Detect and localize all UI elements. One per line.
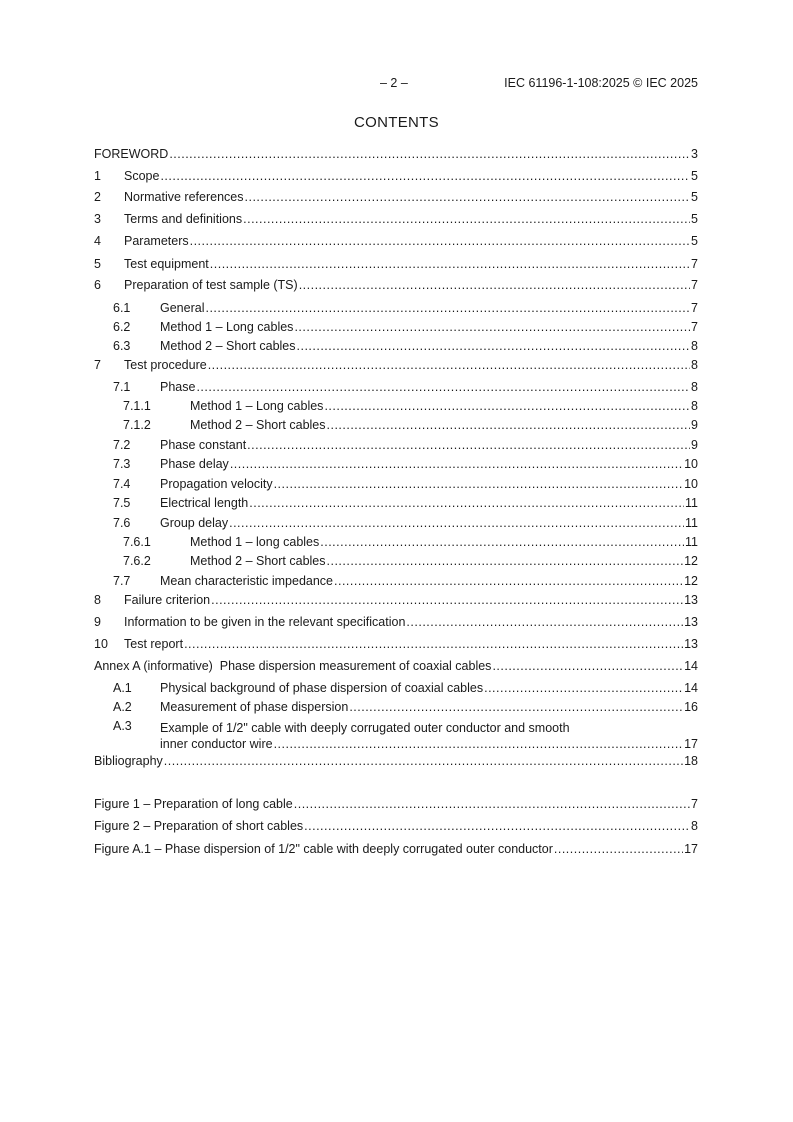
leader-dots [243,211,690,227]
toc-entry-number: 7.2 [113,438,131,452]
toc-entry-page: 18 [684,754,698,768]
leader-dots [190,233,690,249]
toc-entry-page: 5 [691,212,698,226]
toc-entry-number: 7.6.1 [123,535,151,549]
toc-entry-title: Method 1 – Long cables [160,320,294,334]
toc-entry-title: Electrical length [160,496,249,510]
toc-entry-bibliography[interactable] [94,753,698,769]
toc-entry-page: 7 [691,320,698,334]
leader-dots [184,636,683,652]
toc-entry-7-1[interactable] [94,379,698,395]
toc-entry-page: 9 [691,418,698,432]
toc-entry-title: Phase delay [160,457,229,471]
toc-entry-6-1[interactable] [94,300,698,316]
toc-entry-title: Phase constant [160,438,247,452]
toc-entry-page: 8 [691,358,698,372]
toc-entry-6-2[interactable] [94,319,698,335]
page-header [94,76,698,92]
toc-entry-8[interactable] [94,592,698,608]
toc-entry-number: 7.1.1 [123,399,151,413]
toc-entry-7-6[interactable] [94,515,698,531]
toc-entry-page: 5 [691,234,698,248]
toc-entry-7-4[interactable] [94,476,698,492]
contents-title: CONTENTS [354,114,439,131]
toc-entry-7-1-2[interactable] [94,417,698,433]
toc-entry-title-line2-row [160,736,698,752]
toc-entry-page: 10 [684,457,698,471]
toc-entry-title: Method 2 – Short cables [160,339,296,353]
toc-entry-7-6-2[interactable] [94,553,698,569]
toc-entry-7-1-1[interactable] [94,398,698,414]
toc-entry-number: A.1 [113,681,132,695]
toc-entry-7-3[interactable] [94,456,698,472]
toc-entry-title: Annex A (informative) Phase dispersion measurement of coaxial cables [94,659,492,673]
toc-entry-title: Mean characteristic impedance [160,574,333,588]
toc-entry-7-6-1[interactable] [94,534,698,550]
leader-dots [406,614,683,630]
leader-dots [304,818,690,834]
leader-dots [245,189,691,205]
toc-entry-title: Information to be given in the relevant specification [124,615,406,629]
toc-entry-title: Physical background of phase dispersion of coaxial cables [160,681,484,695]
leader-dots [299,277,690,293]
toc-entry-page: 7 [691,257,698,271]
toc-entry-number: 8 [94,593,101,607]
toc-entry-title: Method 2 – Short cables [190,554,326,568]
toc-entry-title: General [160,301,205,315]
toc-entry-number: 7.5 [113,496,131,510]
toc-entry-number: 1 [94,169,101,183]
toc-entry-page: 10 [684,477,698,491]
toc-entry-1[interactable] [94,168,698,184]
toc-entry-title: FOREWORD [94,147,169,161]
toc-entry-4[interactable] [94,233,698,249]
toc-entry-number: 7.6 [113,516,131,530]
toc-entry-title: Test equipment [124,257,209,271]
toc-entry-title: Test procedure [124,358,207,372]
toc-entry-3[interactable] [94,211,698,227]
toc-entry-page: 5 [691,190,698,204]
toc-entry-page: 7 [691,278,698,292]
toc-entry-page: 13 [684,637,698,651]
toc-entry-a-2[interactable] [94,699,698,715]
leader-dots [327,553,684,569]
toc-entry-a-3[interactable] [94,718,698,752]
figure-entry-title: Figure A.1 – Phase dispersion of 1/2" cable with deeply corrugated outer conductor [94,842,553,856]
toc-entry-number: A.3 [113,719,132,733]
toc-entry-title: Propagation velocity [160,477,273,491]
document-reference: IEC 61196-1-108:2025 © IEC 2025 [504,76,698,90]
toc-entry-number: 2 [94,190,101,204]
toc-entry-number: 6.1 [113,301,131,315]
toc-entry-title: Phase [160,380,196,394]
toc-entry-page: 12 [684,554,698,568]
toc-entry-5[interactable] [94,256,698,272]
toc-entry-page: 13 [684,615,698,629]
leader-dots [230,456,683,472]
toc-entry-title-line2: inner conductor wire [160,737,273,751]
toc-entry-10[interactable] [94,636,698,652]
leader-dots [274,736,684,752]
toc-entry-title: Bibliography [94,754,163,768]
figure-entry-title: Figure 2 – Preparation of short cables [94,819,304,833]
toc-entry-number: 7.3 [113,457,131,471]
toc-entry-7-5[interactable] [94,495,698,511]
toc-entry-title: Normative references [124,190,244,204]
toc-entry-number: 7.7 [113,574,131,588]
toc-entry-number: 4 [94,234,101,248]
figure-entry-page: 8 [691,819,698,833]
figure-entry-a-1[interactable] [94,841,698,857]
toc-entry-6[interactable] [94,277,698,293]
leader-dots [349,699,683,715]
toc-entry-page: 11 [685,535,698,549]
toc-entry-page: 5 [691,169,698,183]
toc-entry-number: 7 [94,358,101,372]
toc-entry-title: Method 2 – Short cables [190,418,326,432]
toc-entry-title-line1: Example of 1/2" cable with deeply corrugated outer conductor and smooth [160,721,570,735]
leader-dots [554,841,683,857]
toc-entry-page: 11 [685,516,698,530]
toc-entry-number: 7.1.2 [123,418,151,432]
toc-entry-6-3[interactable] [94,338,698,354]
leader-dots [324,398,690,414]
figure-entry-title: Figure 1 – Preparation of long cable [94,797,293,811]
toc-entry-title: Failure criterion [124,593,211,607]
toc-entry-page: 16 [684,700,698,714]
leader-dots [274,476,684,492]
toc-entry-page: 14 [684,681,698,695]
toc-entry-page: 7 [691,301,698,315]
leader-dots [492,658,683,674]
leader-dots [249,495,684,511]
figure-entry-page: 17 [684,842,698,856]
leader-dots [334,573,683,589]
toc-entry-title: Test report [124,637,184,651]
toc-entry-7-7[interactable] [94,573,698,589]
toc-entry-number: A.2 [113,700,132,714]
leader-dots [294,796,690,812]
toc-entry-title: Preparation of test sample (TS) [124,278,298,292]
toc-entry-7[interactable] [94,357,698,373]
toc-entry-foreword[interactable] [94,146,698,162]
leader-dots [247,437,690,453]
toc-entry-annex-a[interactable] [94,658,698,674]
toc-entry-page: 11 [685,496,698,510]
toc-entry-title: Measurement of phase dispersion [160,700,349,714]
toc-entry-page: 8 [691,339,698,353]
leader-dots [164,753,683,769]
leader-dots [208,357,690,373]
toc-entry-number: 7.4 [113,477,131,491]
leader-dots [211,592,683,608]
toc-entry-title: Scope [124,169,160,183]
toc-entry-page: 8 [691,380,698,394]
toc-entry-page: 9 [691,438,698,452]
leader-dots [294,319,690,335]
toc-entry-title: Method 1 – long cables [190,535,320,549]
toc-entry-title: Method 1 – Long cables [190,399,324,413]
toc-entry-title: Parameters [124,234,189,248]
toc-entry-number: 10 [94,637,108,651]
toc-entry-number: 6.2 [113,320,131,334]
toc-entry-title: Group delay [160,516,229,530]
leader-dots [229,515,684,531]
toc-entry-number: 7.1 [113,380,131,394]
figure-entry-2[interactable] [94,818,698,834]
leader-dots [320,534,684,550]
toc-entry-number: 6.3 [113,339,131,353]
leader-dots [327,417,691,433]
toc-entry-page: 3 [691,147,698,161]
toc-entry-number: 6 [94,278,101,292]
toc-entry-page: 8 [691,399,698,413]
toc-entry-page: 12 [684,574,698,588]
leader-dots [484,680,683,696]
toc-entry-title-wrap [160,720,698,752]
leader-dots [210,256,690,272]
toc-entry-9[interactable] [94,614,698,630]
figure-entry-1[interactable] [94,796,698,812]
toc-entry-7-2[interactable] [94,437,698,453]
leader-dots [169,146,690,162]
toc-entry-number: 5 [94,257,101,271]
toc-entry-a-1[interactable] [94,680,698,696]
toc-entry-page: 13 [684,593,698,607]
leader-dots [196,379,690,395]
leader-dots [160,168,690,184]
leader-dots [297,338,691,354]
page-number: – 2 – [380,76,408,90]
leader-dots [205,300,690,316]
toc-entry-title: Terms and definitions [124,212,243,226]
toc-entry-page: 14 [684,659,698,673]
toc-entry-number: 9 [94,615,101,629]
toc-entry-page: 17 [684,737,698,751]
figure-entry-page: 7 [691,797,698,811]
toc-entry-2[interactable] [94,189,698,205]
toc-entry-number: 3 [94,212,101,226]
toc-entry-number: 7.6.2 [123,554,151,568]
